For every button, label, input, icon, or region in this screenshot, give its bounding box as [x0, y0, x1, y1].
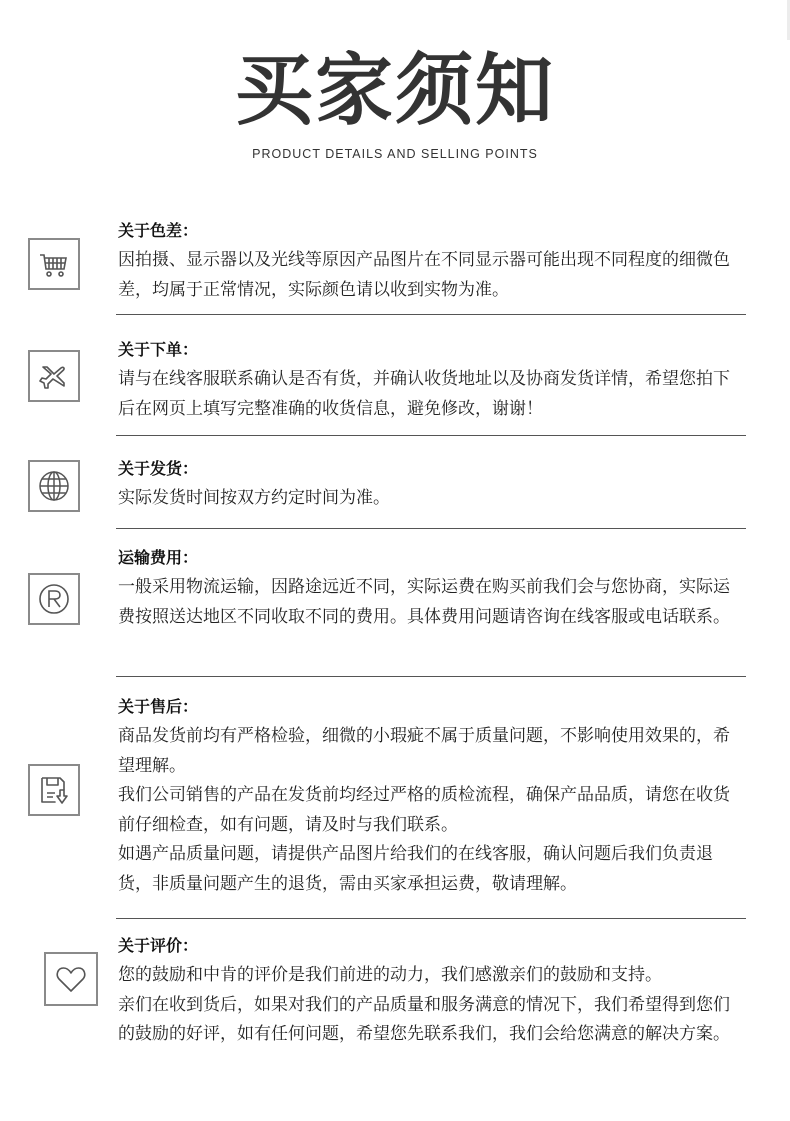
divider — [116, 676, 746, 677]
section-paragraph: 一般采用物流运输，因路途远近不同，实际运费在购买前我们会与您协商，实际运费按照送达地区不同收取不同的费用。具体费用问题请咨询在线客服或电话联系。 — [118, 577, 730, 627]
divider — [116, 528, 746, 529]
section-paragraph: 如遇产品质量问题，请提供产品图片给我们的在线客服，确认问题后我们负责退货，非质量问题产生的退货，需由买家承担运费，敬请理解。 — [118, 844, 713, 894]
shopping-cart-icon — [28, 238, 80, 290]
divider — [116, 435, 746, 436]
divider — [116, 918, 746, 919]
heart-icon — [44, 952, 98, 1006]
section-heading: 关于发货： — [118, 459, 199, 478]
section-heading: 关于下单： — [118, 340, 199, 359]
section-heading: 关于色差： — [118, 221, 199, 240]
airplane-icon — [28, 350, 80, 402]
page-subtitle: PRODUCT DETAILS AND SELLING POINTS — [252, 147, 538, 161]
registered-icon — [28, 573, 80, 625]
section-paragraph: 您的鼓励和中肯的评价是我们前进的动力，我们感激亲们的鼓励和支持。 — [118, 965, 662, 985]
section-paragraph: 因拍摄、显示器以及光线等原因产品图片在不同显示器可能出现不同程度的细微色差，均属于正常情况，实际颜色请以收到实物为准。 — [118, 250, 730, 300]
section-paragraph: 请与在线客服联系确认是否有货，并确认收货地址以及协商发货详情，希望您拍下后在网页上填写完整准确的收货信息，避免修改，谢谢！ — [118, 369, 730, 419]
divider — [116, 314, 746, 315]
save-download-icon — [28, 764, 80, 816]
section-heading: 关于评价： — [118, 936, 199, 955]
section-paragraph: 实际发货时间按双方约定时间为准。 — [118, 488, 390, 508]
section-paragraph: 我们公司销售的产品在发货前均经过严格的质检流程，确保产品品质，请您在收货前仔细检查，如有问题，请及时与我们联系。 — [118, 785, 730, 835]
section-paragraph: 亲们在收到货后，如果对我们的产品质量和服务满意的情况下，我们希望得到您们的鼓励的好评，如有任何问题，希望您先联系我们，我们会给您满意的解决方案。 — [118, 994, 730, 1044]
section-heading: 运输费用： — [118, 548, 199, 567]
page-title: 买家须知 — [234, 46, 555, 136]
section-paragraph: 商品发货前均有严格检验，细微的小瑕疵不属于质量问题，不影响使用效果的，希望理解。 — [118, 726, 730, 776]
globe-icon — [28, 460, 80, 512]
section-heading: 关于售后： — [118, 697, 199, 716]
